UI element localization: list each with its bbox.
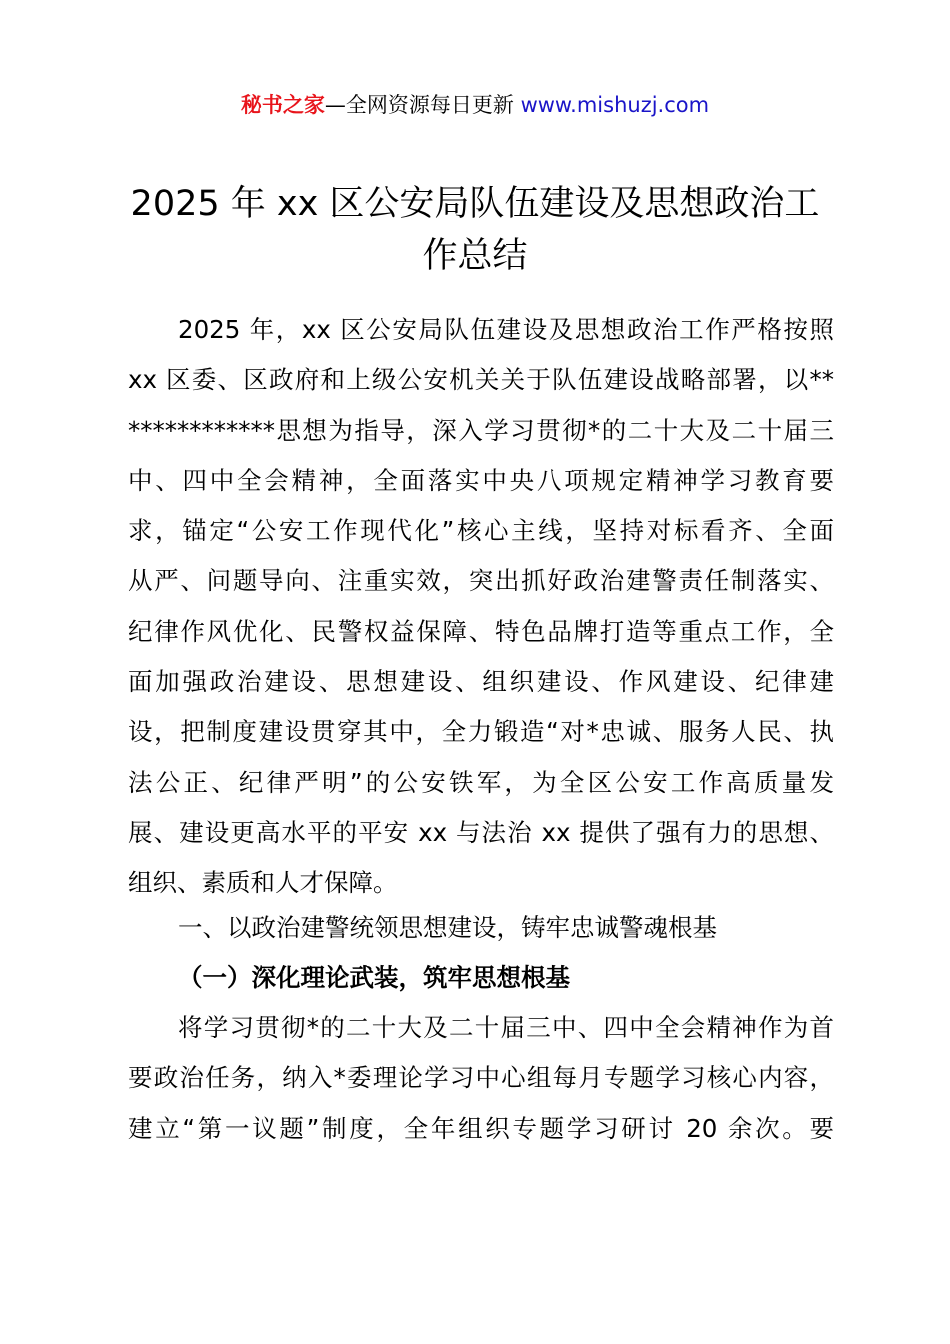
site-link[interactable]: www.mishuzj.com [520, 93, 710, 117]
brand-name: 秘书之家 [240, 93, 325, 117]
paragraph-line: 从严、问题导向、注重实效，突出抓好政治建警责任制落实、 [128, 566, 834, 596]
title-line: 作总结 [422, 236, 528, 276]
subsection-heading: （一）深化理论武装，筑牢思想根基 [178, 963, 570, 993]
paragraph-line: 2025 年，xx 区公安局队伍建设及思想政治工作严格按照 [178, 315, 834, 344]
paragraph-line: 展、建设更高水平的平安 xx 与法治 xx 提供了强有力的思想、 [128, 817, 834, 847]
paragraph-line: 面加强政治建设、思想建设、组织建设、作风建设、纪律建 [128, 667, 834, 697]
paragraph-line: 要政治任务，纳入*委理论学习中心组每月专题学习核心内容， [128, 1063, 834, 1093]
section-heading: 一、以政治建警统领思想建设，铸牢忠诚警魂根基 [178, 913, 717, 942]
paragraph-line: 组织、素质和人才保障。 [128, 868, 398, 898]
document-title [100, 178, 850, 282]
paragraph-line: 求，锚定“公安工作现代化”核心主线，坚持对标看齐、全面 [128, 516, 834, 546]
banner-tagline: —全网资源每日更新 [324, 93, 514, 117]
paragraph-line: 法公正、纪律严明”的公安铁军，为全区公安工作高质量发 [128, 767, 834, 797]
paragraph-line: 设，把制度建设贯穿其中，全力锻造“对*忠诚、服务人民、执 [128, 717, 834, 747]
intro-paragraph [128, 305, 834, 909]
paragraph-line: ************思想为指导，深入学习贯彻*的二十大及二十届三 [128, 415, 834, 445]
paragraph-line: 建立“第一议题”制度，全年组织专题学习研讨 20 余次。要 [128, 1113, 834, 1143]
site-banner [0, 88, 950, 122]
section-one [128, 903, 834, 1004]
subsection-paragraph [128, 1003, 834, 1154]
title-line: 2025 年 xx 区公安局队伍建设及思想政治工 [130, 184, 820, 224]
paragraph-line: xx 区委、区政府和上级公安机关关于队伍建设战略部署，以** [128, 365, 834, 395]
paragraph-line: 将学习贯彻*的二十大及二十届三中、四中全会精神作为首 [178, 1013, 834, 1042]
paragraph-line: 中、四中全会精神，全面落实中央八项规定精神学习教育要 [128, 465, 834, 495]
paragraph-line: 纪律作风优化、民警权益保障、特色品牌打造等重点工作，全 [128, 616, 834, 646]
